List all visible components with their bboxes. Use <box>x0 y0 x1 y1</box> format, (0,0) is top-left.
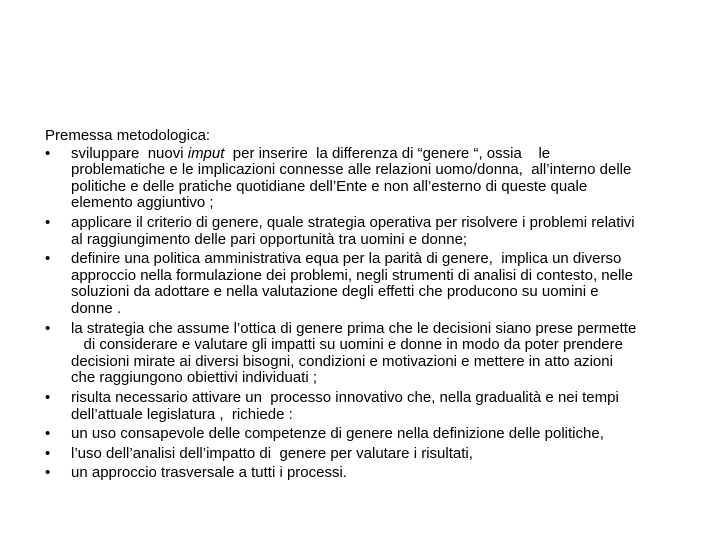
bullet-item <box>45 215 685 248</box>
bullet-item <box>45 251 685 317</box>
text-line: elemento aggiuntivo ; <box>71 194 214 212</box>
bullet-text <box>71 446 685 463</box>
bullet-icon: • <box>45 250 51 268</box>
bullet-icon: • <box>45 464 51 482</box>
italic-term: imput <box>187 144 225 162</box>
text-line: problematiche e le implicazioni connesse alle relazioni uomo/donna, all’interno delle <box>71 161 632 179</box>
bullet-icon: • <box>45 144 51 162</box>
text-line: risulta necessario attivare un processo innovativo che, nella gradualità e nei tempi <box>71 388 619 406</box>
bullet-icon: • <box>45 213 51 231</box>
bullet-list <box>45 146 685 482</box>
text-line: decisioni mirate ai diversi bisogni, condizioni e motivazioni e mettere in atto azioni <box>71 352 613 370</box>
bullet-item <box>45 446 685 463</box>
text-line: approccio nella formulazione dei problemi, negli strumenti di analisi di contesto, nelle <box>71 266 633 284</box>
bullet-item <box>45 390 685 423</box>
bullet-text <box>71 321 685 387</box>
text-line: la strategia che assume l’ottica di genere prima che le decisioni siano prese permette <box>71 319 637 337</box>
bullet-text <box>71 426 685 443</box>
text-line: al raggiungimento delle pari opportunità tra uomini e donne; <box>71 230 468 248</box>
text-line: che raggiungono obiettivi individuati ; <box>71 369 317 387</box>
bullet-text <box>71 390 685 423</box>
bullet-item <box>45 321 685 387</box>
bullet-item <box>45 426 685 443</box>
bullet-text <box>71 251 685 317</box>
text-run: per inserire la differenza di “genere “, ossia le <box>224 144 551 162</box>
text-line: dell’attuale legislatura , richiede : <box>71 405 293 423</box>
bullet-text <box>71 465 685 482</box>
text-line: definire una politica amministrativa equa per la parità di genere, implica un diverso <box>71 250 622 268</box>
bullet-icon: • <box>45 425 51 443</box>
text-line: di considerare e valutare gli impatti su uomini e donne in modo da poter prendere <box>71 336 623 354</box>
bullet-icon: • <box>45 319 51 337</box>
text-line: l’uso dell’analisi dell’impatto di genere per valutare i risultati, <box>71 444 473 462</box>
slide-body <box>45 128 685 485</box>
text-line: un approccio trasversale a tutti i processi. <box>71 464 347 482</box>
text-line: donne . <box>71 299 122 317</box>
bullet-text <box>71 215 685 248</box>
text-line: soluzioni da adottare e nella valutazione degli effetti che producono su uomini e <box>71 283 599 301</box>
section-heading: Premessa metodologica: <box>45 127 211 144</box>
text-line: applicare il criterio di genere, quale strategia operativa per risolvere i problemi relativi <box>71 213 635 231</box>
bullet-icon: • <box>45 388 51 406</box>
bullet-text <box>71 146 685 212</box>
text-line <box>71 146 685 163</box>
text-line: politiche e delle pratiche quotidiane dell’Ente e non all’esterno di queste quale <box>71 177 588 195</box>
text-run: sviluppare nuovi <box>71 144 188 162</box>
bullet-item <box>45 465 685 482</box>
bullet-item <box>45 146 685 212</box>
bullet-icon: • <box>45 444 51 462</box>
text-line: un uso consapevole delle competenze di genere nella definizione delle politiche, <box>71 425 604 443</box>
